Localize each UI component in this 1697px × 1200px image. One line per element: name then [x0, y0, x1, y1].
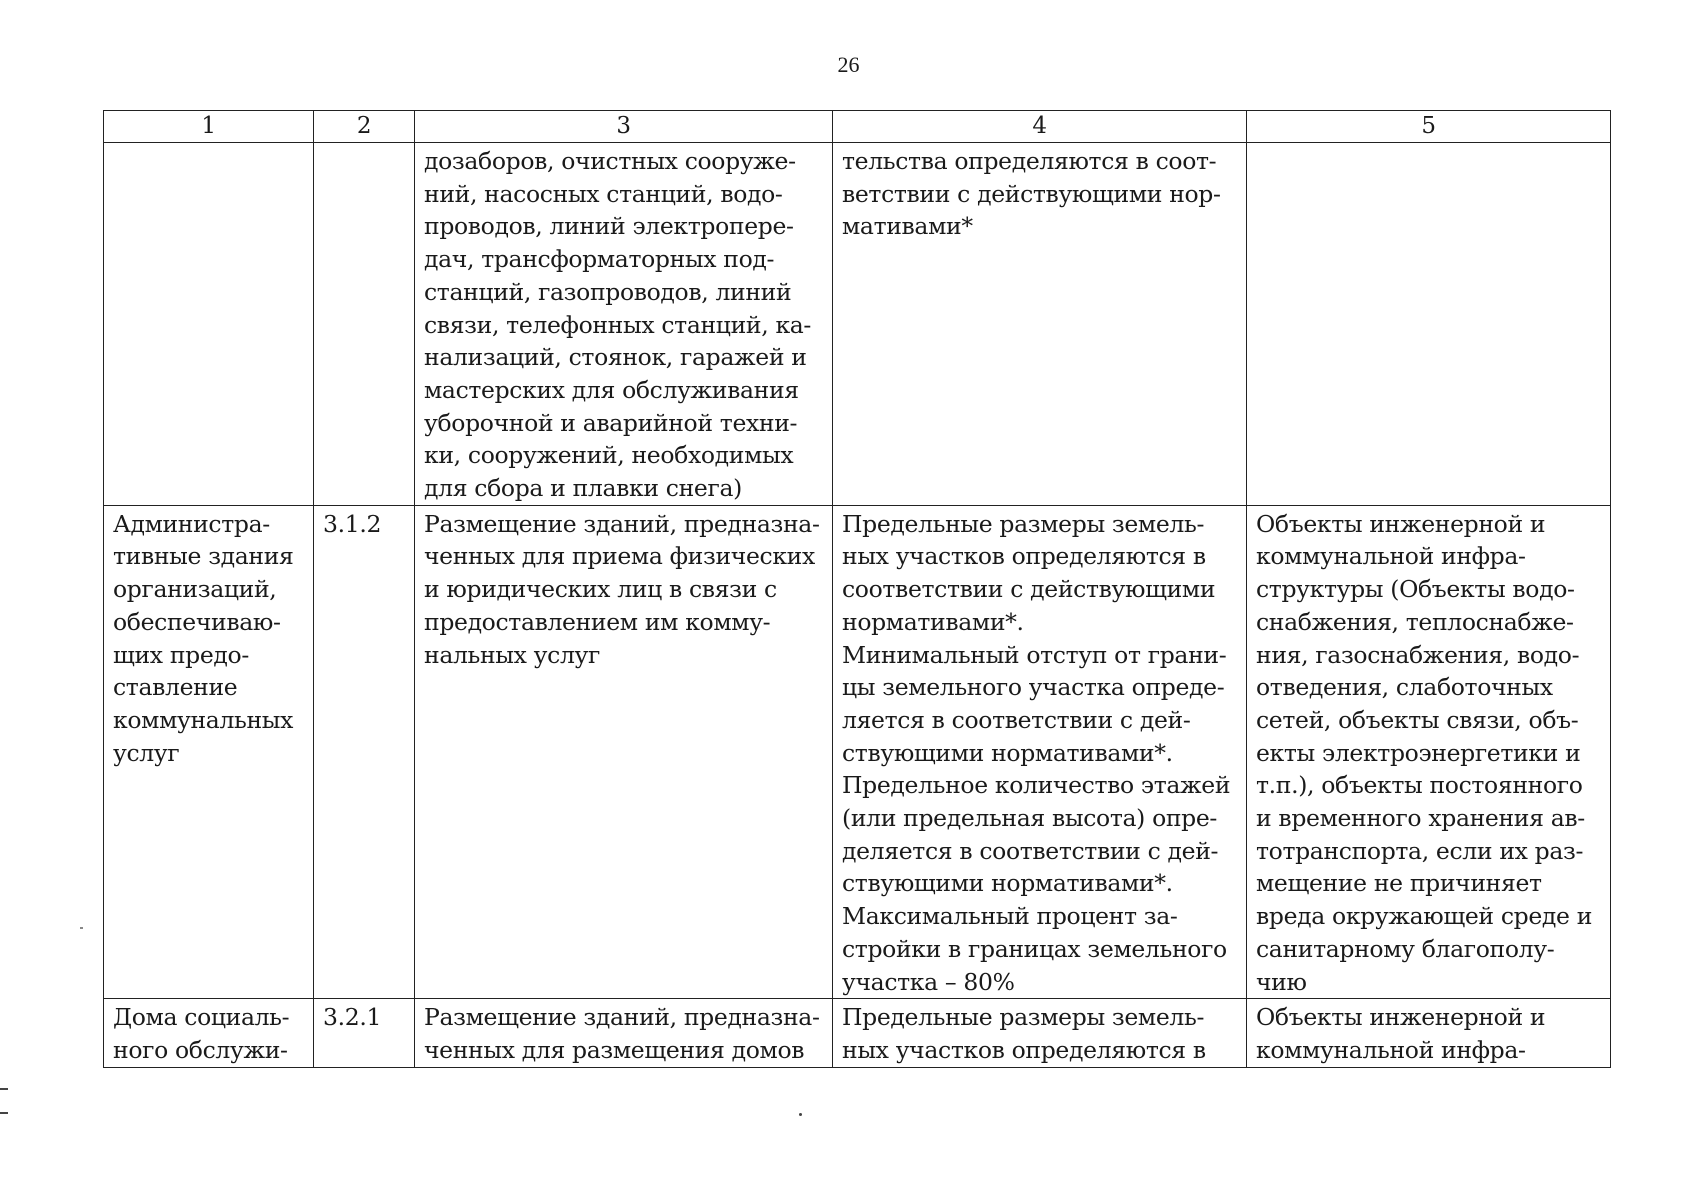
cell-auxiliary-uses: [1247, 505, 1611, 999]
parameters-text: тельства определяются в соот- ветствии с действующими нор- мативами*: [842, 147, 1221, 241]
use-name-text: Дома социаль- ного обслужи-: [113, 1003, 290, 1064]
column-header-1: 1: [104, 111, 314, 143]
use-name-text: Администра- тивные здания организаций, обеспечиваю- щих предо- ставление коммунальных услуг: [113, 509, 294, 767]
table-row: [104, 505, 1611, 999]
use-code-text: 3.2.1: [323, 1003, 382, 1032]
use-description-text: дозаборов, очистных сооруже- ний, насосных станций, водо- проводов, линий электропере- дач, трансформаторных под- станций, газопроводов, линий связи, телефонных станций, ка- нализаций, стоянок, гаражей и мастерских для обслуживания уборочной и аварийной техни- ки, сооружений, необходимых для сбора и плавки снега): [424, 147, 812, 503]
cell-use-code: [314, 999, 415, 1067]
cell-auxiliary-uses: [1247, 143, 1611, 506]
parameters-text: Предельные размеры земель- ных участков определяются в: [842, 1003, 1206, 1064]
cell-use-code: [314, 505, 415, 999]
scan-dot: [799, 1113, 802, 1116]
cell-use-name: [104, 505, 314, 999]
table-row: [104, 143, 1611, 506]
land-use-table: [103, 110, 1611, 1068]
page-number: 26: [837, 52, 860, 77]
auxiliary-uses-text: Объекты инженерной и коммунальной инфра- структуры (Объекты водо- снабжения, теплоснабже- ния, газоснабжения, водо- отведения, слаботочных сетей, объекты связи, объ- екты электроэнергетики и т.п.), объекты постоянного и временного хранения ав- тотранспорта, если их раз- мещение не причиняет вреда окружающей среде и санитарному благополу- чию: [1256, 509, 1593, 996]
cell-parameters: [833, 505, 1247, 999]
use-description-text: Размещение зданий, предназна- ченных для размещения домов: [424, 1003, 820, 1064]
cell-use-description: [415, 143, 833, 506]
scan-mark: [0, 1112, 8, 1114]
use-description-text: Размещение зданий, предназна- ченных для приема физических и юридических лиц в связи с предоставлением им комму- нальных услуг: [424, 509, 820, 669]
scan-mark: [0, 1088, 8, 1090]
scan-dot: [80, 927, 83, 929]
cell-parameters: [833, 143, 1247, 506]
cell-use-name: [104, 999, 314, 1067]
cell-use-description: [415, 505, 833, 999]
cell-auxiliary-uses: [1247, 999, 1611, 1067]
column-header-4: 4: [833, 111, 1247, 143]
cell-use-code: [314, 143, 415, 506]
column-header-2: 2: [314, 111, 415, 143]
table-header-row: [104, 111, 1611, 143]
cell-parameters: [833, 999, 1247, 1067]
use-code-text: 3.1.2: [323, 509, 382, 538]
parameters-text: Предельные размеры земель- ных участков определяются в соответствии с действующими нормативами*. Минимальный отступ от грани- цы земельного участка опреде- ляется в соответствии с дей- ствующими нормативами*. Предельное количество этажей (или предельная высота) опре- деляется в соответствии с дей- ствующими нормативами*. Максимальный процент за- стройки в границах земельного участка – 80%: [842, 509, 1231, 996]
column-header-5: 5: [1247, 111, 1611, 143]
column-header-3: 3: [415, 111, 833, 143]
auxiliary-uses-text: Объекты инженерной и коммунальной инфра-: [1256, 1003, 1546, 1064]
cell-use-name: [104, 143, 314, 506]
cell-use-description: [415, 999, 833, 1067]
table-row: [104, 999, 1611, 1067]
